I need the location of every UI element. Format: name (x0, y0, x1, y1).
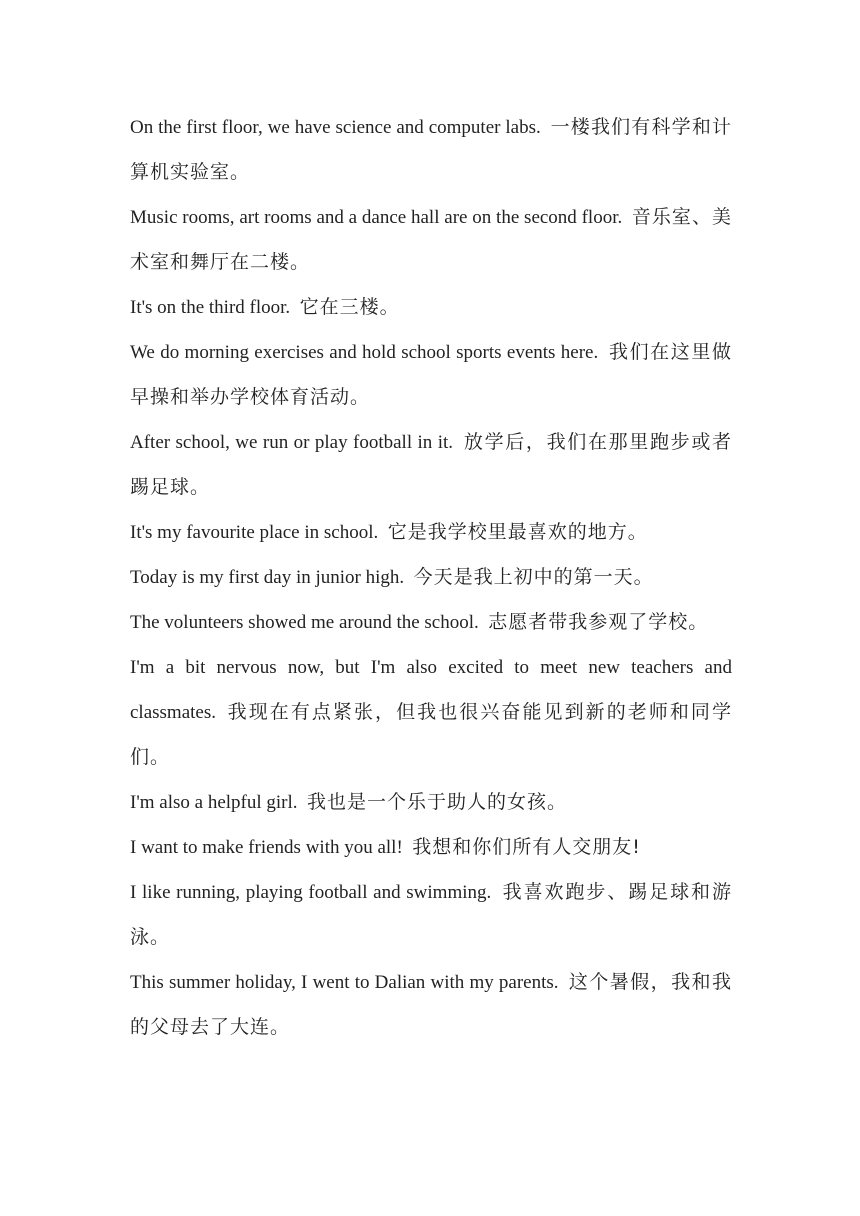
chinese-translation: 我喜欢跑步、踢足球和游泳。 (130, 881, 732, 948)
sentence-pair (130, 780, 732, 825)
chinese-translation: 今天是我上初中的第一天。 (413, 566, 654, 588)
sentence-pair (130, 195, 732, 285)
english-sentence: It's on the third floor. (130, 297, 291, 318)
sentence-pair (130, 870, 732, 960)
english-sentence: I want to make friends with you all! (130, 837, 403, 858)
chinese-translation: 一楼我们有科学和计算机实验室。 (130, 116, 732, 183)
english-sentence: Today is my first day in junior high. (130, 567, 405, 588)
sentence-pair (130, 510, 732, 555)
chinese-translation: 我想和你们所有人交朋友! (412, 836, 641, 858)
english-sentence: Music rooms, art rooms and a dance hall are on the second floor. (130, 207, 623, 228)
english-sentence: The volunteers showed me around the school. (130, 612, 479, 633)
chinese-translation: 我现在有点紧张，但我也很兴奋能见到新的老师和同学们。 (130, 701, 732, 768)
sentence-pair (130, 645, 732, 780)
sentence-pair (130, 555, 732, 600)
english-sentence: This summer holiday, I went to Dalian with my parents. (130, 972, 559, 993)
chinese-translation: 我也是一个乐于助人的女孩。 (307, 791, 568, 813)
chinese-translation: 放学后，我们在那里跑步或者踢足球。 (130, 431, 732, 498)
sentence-pair (130, 825, 732, 870)
chinese-translation: 它在三楼。 (299, 296, 400, 318)
sentence-pair (130, 600, 732, 645)
chinese-translation: 我们在这里做早操和举办学校体育活动。 (130, 341, 732, 408)
chinese-translation: 它是我学校里最喜欢的地方。 (387, 521, 648, 543)
english-sentence: We do morning exercises and hold school sports events here. (130, 342, 599, 363)
document-page (130, 105, 732, 1050)
english-sentence: I'm also a helpful girl. (130, 792, 298, 813)
sentence-pair (130, 285, 732, 330)
chinese-translation: 这个暑假，我和我的父母去了大连。 (130, 971, 732, 1038)
chinese-translation: 志愿者带我参观了学校。 (488, 611, 709, 633)
english-sentence: I like running, playing football and swimming. (130, 882, 492, 903)
sentence-pair (130, 330, 732, 420)
english-sentence: After school, we run or play football in it. (130, 432, 454, 453)
chinese-translation: 音乐室、美术室和舞厅在二楼。 (130, 206, 733, 273)
sentence-pair (130, 960, 732, 1050)
english-sentence: On the first floor, we have science and computer labs. (130, 117, 541, 138)
english-sentence: I'm a bit nervous now, but I'm also excited to meet new teachers and classmates. (130, 657, 732, 723)
sentence-pair (130, 105, 732, 195)
sentence-pair (130, 420, 732, 510)
english-sentence: It's my favourite place in school. (130, 522, 379, 543)
